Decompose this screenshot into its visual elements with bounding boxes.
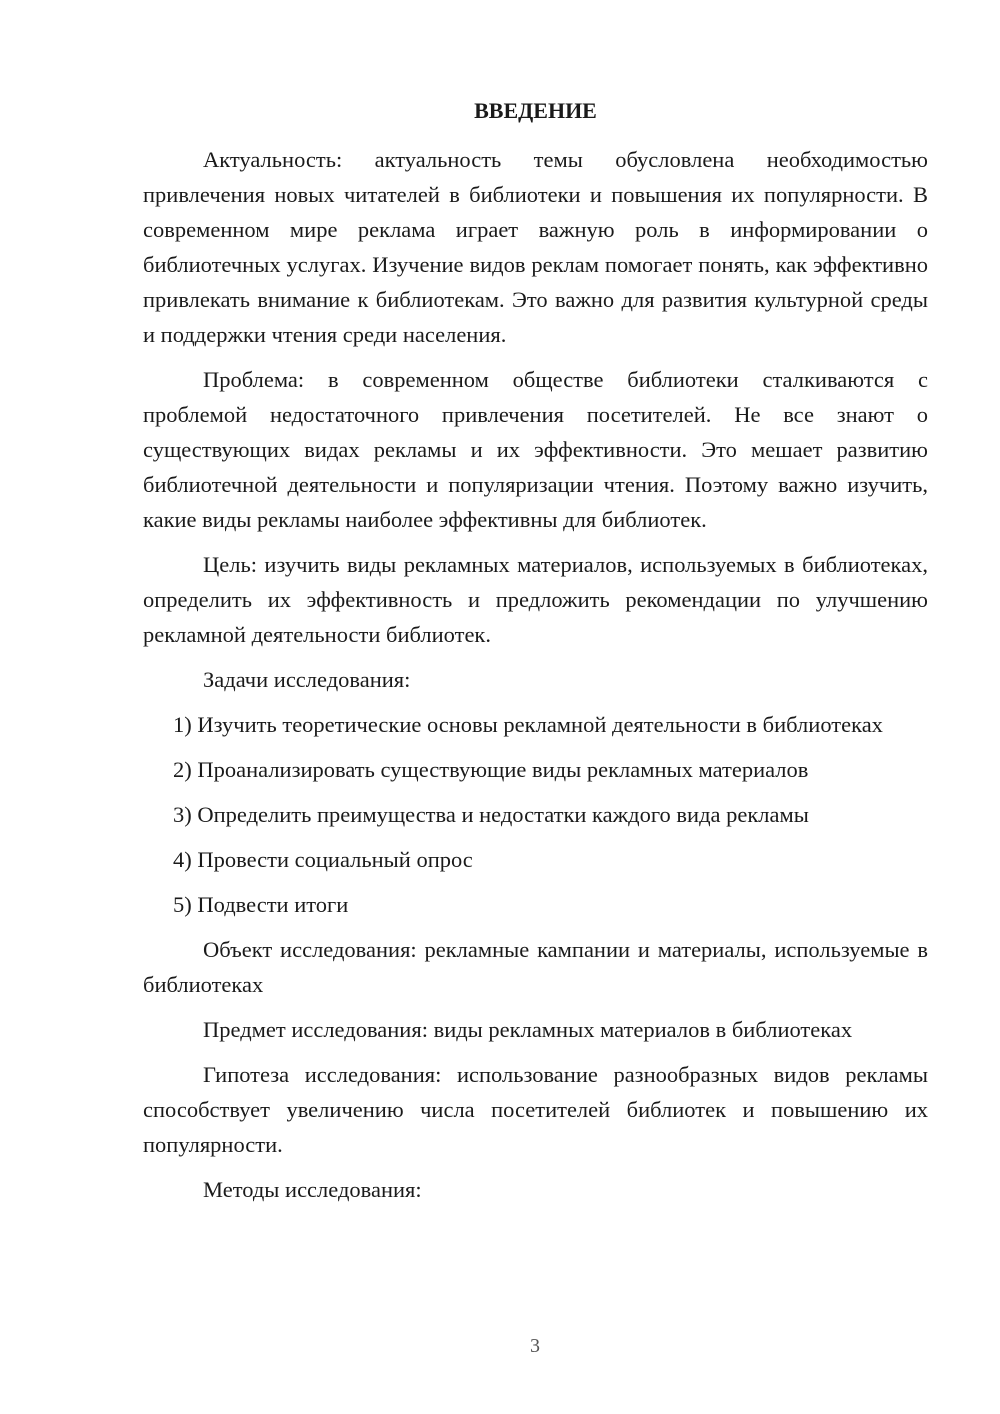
- relevance-paragraph: Актуальность: актуальность темы обусловлена необходимостью привлечения новых читателей в библиотеки и повышения их популярности. В современном мире реклама играет важную роль в информировании о библиотечных услугах. Изучение видов реклам помогает понять, как эффективно привлекать внимание к библиотекам. Это важно для развития культурной среды и поддержки чтения среди населения.: [143, 147, 928, 347]
- object-paragraph: Объект исследования: рекламные кампании и материалы, используемые в библиотеках: [143, 937, 928, 997]
- task-item-1: 1) Изучить теоретические основы рекламной деятельности в библиотеках: [173, 712, 883, 737]
- task-item-4: 4) Провести социальный опрос: [173, 847, 473, 872]
- section-title: ВВЕДЕНИЕ: [474, 98, 597, 123]
- methods-heading: Методы исследования:: [203, 1177, 422, 1202]
- problem-paragraph: Проблема: в современном обществе библиотеки сталкиваются с проблемой недостаточного привлечения посетителей. Не все знают о существующих видах рекламы и их эффективности. Это мешает развитию библиотечной деятельности и популяризации чтения. Поэтому важно изучить, какие виды рекламы наиболее эффективны для библиотек.: [143, 367, 928, 532]
- hypothesis-paragraph: Гипотеза исследования: использование разнообразных видов рекламы способствует увеличению числа посетителей библиотек и повышению их популярности.: [143, 1062, 928, 1157]
- tasks-heading: Задачи исследования:: [203, 667, 411, 692]
- subject-paragraph: Предмет исследования: виды рекламных материалов в библиотеках: [203, 1017, 853, 1042]
- task-item-2: 2) Проанализировать существующие виды рекламных материалов: [173, 757, 809, 782]
- task-item-3: 3) Определить преимущества и недостатки каждого вида рекламы: [173, 802, 809, 827]
- task-item-5: 5) Подвести итоги: [173, 892, 349, 917]
- goal-paragraph: Цель: изучить виды рекламных материалов, используемых в библиотеках, определить их эффективность и предложить рекомендации по улучшению рекламной деятельности библиотек.: [143, 552, 928, 647]
- document-page: [143, 96, 928, 1217]
- page-number: 3: [530, 1335, 540, 1357]
